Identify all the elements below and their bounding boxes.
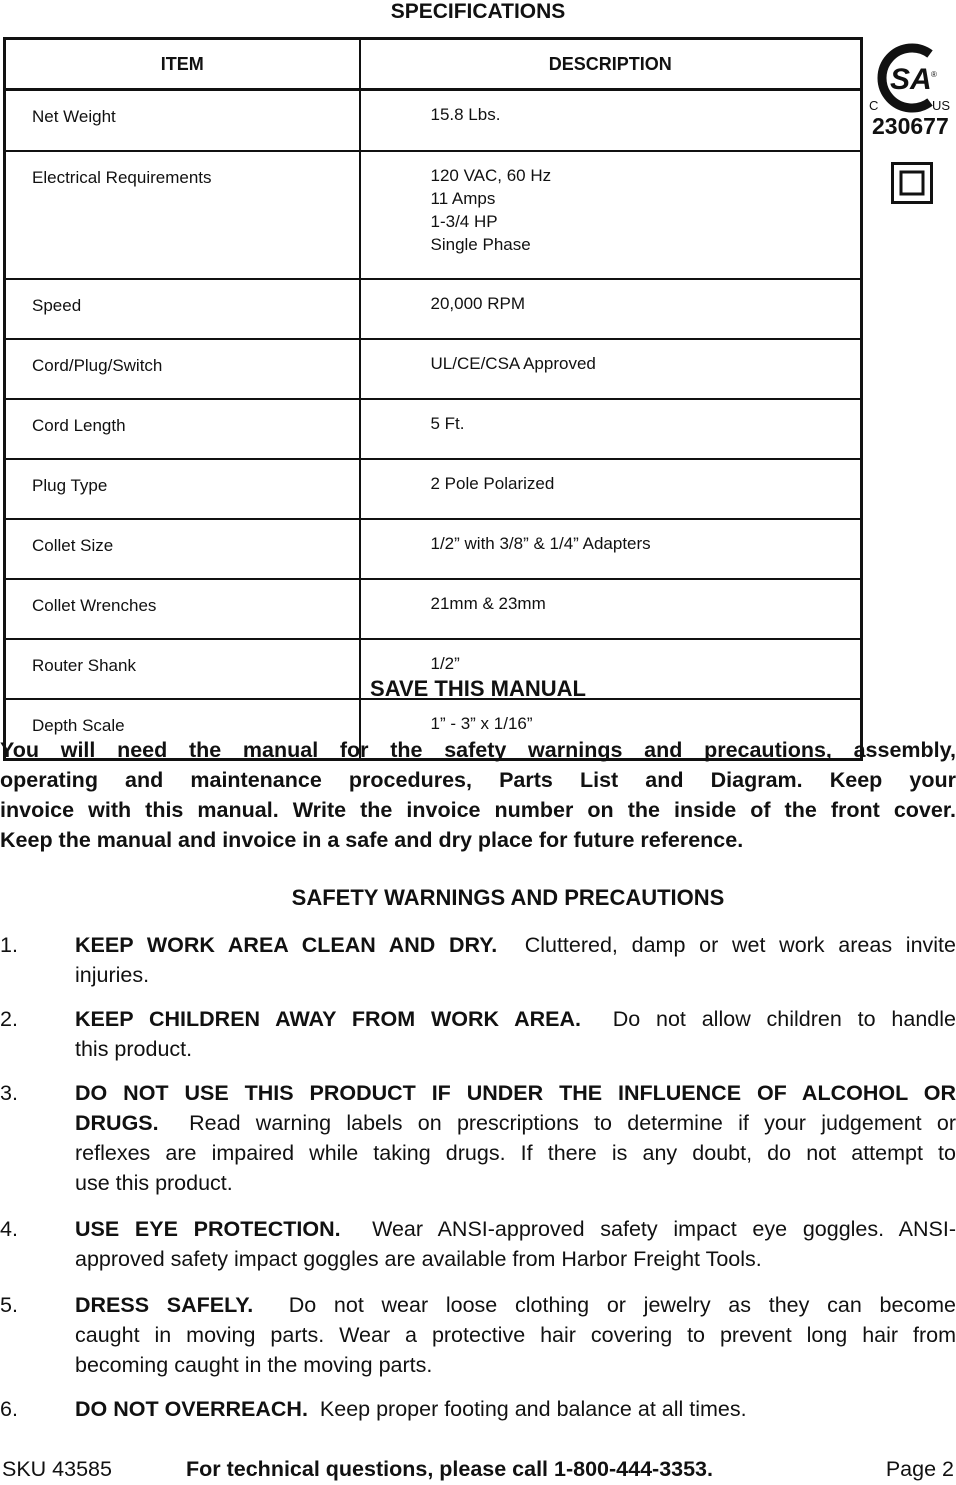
spec-description: 5 Ft. [360,399,862,459]
spec-description: 120 VAC, 60 Hz 11 Amps 1-3/4 HP Single Phase [360,151,862,279]
warning-heading: DO NOT OVERREACH. [75,1397,308,1421]
spec-description: 1/2” with 3/8” & 1/4” Adapters [360,519,862,579]
page-footer [0,1455,956,1485]
spec-description: 1/2” [360,639,862,699]
list-item: 2. KEEP CHILDREN AWAY FROM WORK AREA. Do not allow children to handle this product. [0,1004,956,1064]
spec-description: 21mm & 23mm [360,579,862,639]
list-item: 6. DO NOT OVERREACH. Keep proper footing and balance at all times. [0,1394,956,1424]
item-number: 4. [0,1217,18,1241]
spec-item: Net Weight [5,90,360,152]
save-manual-text: You will need the manual for the safety warnings and precautions, assembly, operating and maintenance procedures, Parts List and Diagram. Keep your invoice with this manual. Write the invoice number on the inside of the front cover. Keep the manual and invoice in a safe and dry place for future reference. [0,738,956,852]
spec-description: 15.8 Lbs. [360,90,862,152]
spec-description: 1” - 3” x 1/16” [430,714,533,733]
csa-us: US [932,98,951,113]
warning-heading: DO NOT USE THIS PRODUCT IF UNDER THE INFLUENCE OF ALCOHOL OR [75,1081,956,1105]
header-item: ITEM [5,39,360,90]
item-number: 2. [0,1007,18,1031]
spec-item: Speed [5,279,360,339]
csa-letters: SA [890,63,932,96]
list-item: 4. USE EYE PROTECTION. Wear ANSI-approved safety impact eye goggles. ANSI- approved safety impact goggles are available from Harbor Freight Tools. [0,1214,956,1274]
certification-number: 230677 [872,113,949,139]
spec-description: UL/CE/CSA Approved [360,339,862,399]
table-row [5,339,862,399]
spec-item: Plug Type [5,459,360,519]
table-row [5,399,862,459]
spec-description: 2 Pole Polarized [360,459,862,519]
save-manual-title: SAVE THIS MANUAL [370,676,586,701]
table-row [5,151,862,279]
item-number: 6. [0,1397,18,1421]
safety-title: SAFETY WARNINGS AND PRECAUTIONS [291,885,725,910]
warning-heading: USE EYE PROTECTION. [75,1217,341,1241]
spec-item: Cord Length [5,399,360,459]
list-item: 5. DRESS SAFELY. Do not wear loose clothing or jewelry as they can become caught in moving parts. Wear a protective hair covering to prevent long hair from becoming caught in the moving parts. [0,1290,956,1380]
warning-heading: KEEP WORK AREA CLEAN AND DRY. [75,933,498,957]
specifications-title: SPECIFICATIONS [390,0,566,23]
item-number: 1. [0,933,18,957]
csa-c: C [869,98,879,113]
registered-mark: ® [931,70,937,79]
spec-item: Depth Scale [5,699,360,760]
header-description: DESCRIPTION [360,39,862,90]
item-number: 3. [0,1081,18,1105]
list-item: 3. DO NOT USE THIS PRODUCT IF UNDER THE INFLUENCE OF ALCOHOL OR DRUGS. Read warning labels on prescriptions to determine if your judgement or reflexes are impaired while taking drugs. If there is any doubt, do not attempt to use this product. [0,1078,956,1198]
table-row [5,90,862,152]
spec-item: Cord/Plug/Switch [5,339,360,399]
spec-item: Electrical Requirements [5,151,360,279]
spec-item: Collet Size [5,519,360,579]
page-number: Page 2 [885,1457,954,1481]
list-item: 1. KEEP WORK AREA CLEAN AND DRY. Cluttered, damp or wet work areas invite injuries. [0,930,956,990]
specifications-table [3,37,863,761]
spec-item: Router Shank [5,639,360,699]
table-header-row [5,39,862,90]
table-row [5,519,862,579]
table-row [5,279,862,339]
warning-heading: DRESS SAFELY. [75,1293,254,1317]
warning-heading: KEEP CHILDREN AWAY FROM WORK AREA. [75,1007,582,1031]
sku-number: SKU 43585 [2,1457,112,1481]
item-number: 5. [0,1293,18,1317]
spec-item: Collet Wrenches [5,579,360,639]
double-insulation-icon [891,162,933,204]
table-row [5,579,862,639]
technical-support-line: For technical questions, please call 1-800-444-3353. [186,1457,713,1481]
table-row [5,459,862,519]
spec-description: 20,000 RPM [360,279,862,339]
